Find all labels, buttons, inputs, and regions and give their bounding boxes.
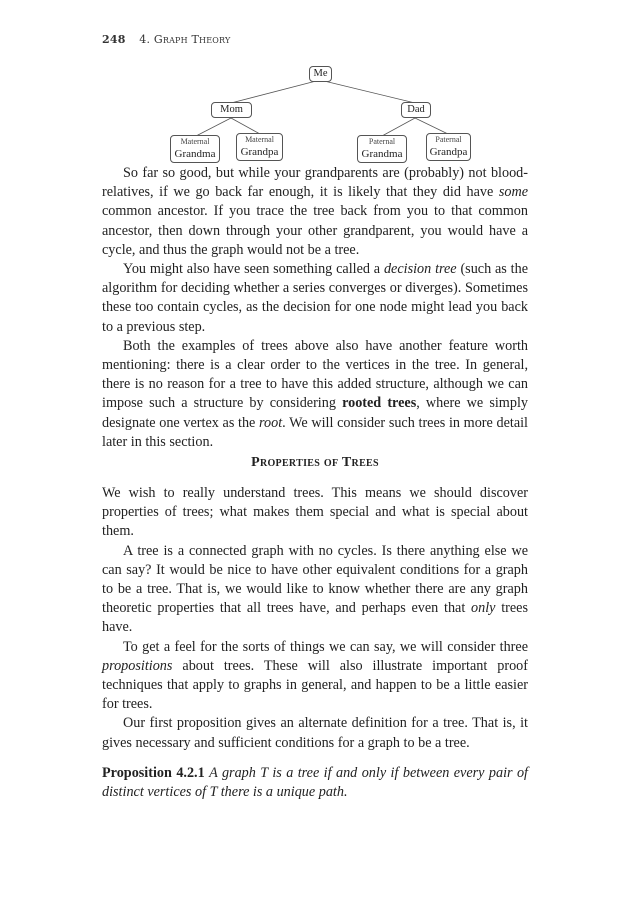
paragraph-5	[102, 542, 528, 638]
edge-dad-paternal-grandpa	[415, 118, 448, 134]
paternal-grandma-main: Grandma	[361, 148, 403, 160]
para1-part-a: So far so good, but while your grandparents are (probably) not blood-relatives, if we go back far enough, it is likely that they did have	[102, 165, 528, 201]
para6-part-b: about trees. These will also illustrate important proof techniques that apply to graphs in general, and happen to be a little easier for trees.	[102, 657, 528, 713]
chapter-title: 4. Graph Theory	[139, 33, 231, 46]
para3-part-b: , where we simply designate one vertex as the	[102, 395, 528, 431]
maternal-grandpa-main: Grandpa	[240, 146, 279, 158]
para1-emphasis: some	[498, 184, 528, 201]
edge-me-mom	[231, 80, 320, 103]
maternal-grandpa-sub: Maternal	[245, 135, 274, 144]
proposition-text: A graph T is a tree if and only if between every pair of distinct vertices of T there is a unique path.	[102, 764, 528, 801]
node-mom-label: Mom	[220, 104, 243, 115]
node-paternal-grandpa	[426, 133, 471, 161]
edge-me-dad	[320, 80, 415, 103]
para5-part-a: A tree is a connected graph with no cycles. Is there anything else we can say? It would be nice to have other equivalent conditions for a graph to be a tree. That is, we would like to know whether there are any graph theoretic properties that all trees have, and perhaps even that	[102, 542, 528, 617]
paternal-grandpa-main: Grandpa	[429, 146, 468, 158]
para3-part-a: Both the examples of trees above also have another feature worth mentioning: there is a clear order to the vertices in the tree. In general, there is no reason for a tree to have this added structure, although we can impose such a structure by considering	[102, 337, 528, 412]
node-dad	[401, 102, 431, 118]
para1-part-b: common ancestor. If you trace the tree back from you to that common ancestor, then down through your other grandparent, you would have a cycle, and thus the graph would not be a tree.	[102, 203, 528, 258]
paternal-grandma-sub: Paternal	[368, 137, 396, 146]
proposition-label: Proposition 4.2.1	[102, 764, 205, 781]
para2-part-b: (such as the algorithm for deciding whether a series converges or diverges). Sometimes these too contain cycles, as the decision for one node might lead you back to a previous step.	[102, 261, 529, 335]
para6-emphasis: propositions	[102, 657, 173, 674]
proposition	[102, 764, 528, 802]
para6-part-a: To get a feel for the sorts of things we can say, we will consider three	[123, 638, 528, 655]
section-text-block	[102, 484, 528, 802]
maternal-grandma-main: Grandma	[174, 148, 216, 160]
para5-part-b: trees have.	[102, 600, 528, 636]
paragraph-4: We wish to really understand trees. This means we should discover properties of trees; what makes them special and what is special about them.	[102, 485, 528, 540]
tree-edges	[0, 0, 630, 170]
paternal-grandpa-sub: Paternal	[435, 135, 462, 144]
node-maternal-grandma	[170, 135, 220, 163]
intro-text-block	[102, 164, 528, 452]
edge-mom-maternal-grandma	[196, 118, 231, 136]
family-tree-diagram	[0, 0, 630, 170]
node-me-label: Me	[313, 68, 328, 79]
para3-bold-term: rooted trees	[342, 395, 417, 412]
node-mom	[211, 102, 252, 118]
node-dad-label: Dad	[407, 104, 425, 115]
paragraph-3	[102, 337, 528, 452]
edge-mom-maternal-grandpa	[231, 118, 260, 134]
para5-emphasis: only	[471, 600, 496, 617]
paragraph-6	[102, 638, 528, 715]
para2-emphasis: decision tree	[383, 261, 457, 278]
section-heading: Properties of Trees	[251, 455, 379, 470]
edge-dad-paternal-grandma	[382, 118, 415, 136]
para3-part-c: . We will consider such trees in more detail later in this section.	[102, 414, 528, 450]
node-maternal-grandpa	[236, 133, 283, 161]
para2-part-a: You might also have seen something called a	[123, 261, 384, 278]
paragraph-2	[102, 260, 528, 337]
maternal-grandma-sub: Maternal	[180, 137, 210, 146]
paragraph-7: Our first proposition gives an alternate definition for a tree. That is, it gives necessary and sufficient conditions for a graph to be a tree.	[102, 715, 528, 751]
page-number: 248	[102, 33, 126, 46]
node-paternal-grandma	[357, 135, 407, 163]
node-me	[309, 66, 332, 82]
para3-emphasis: root	[259, 414, 283, 431]
paragraph-1	[102, 164, 528, 260]
